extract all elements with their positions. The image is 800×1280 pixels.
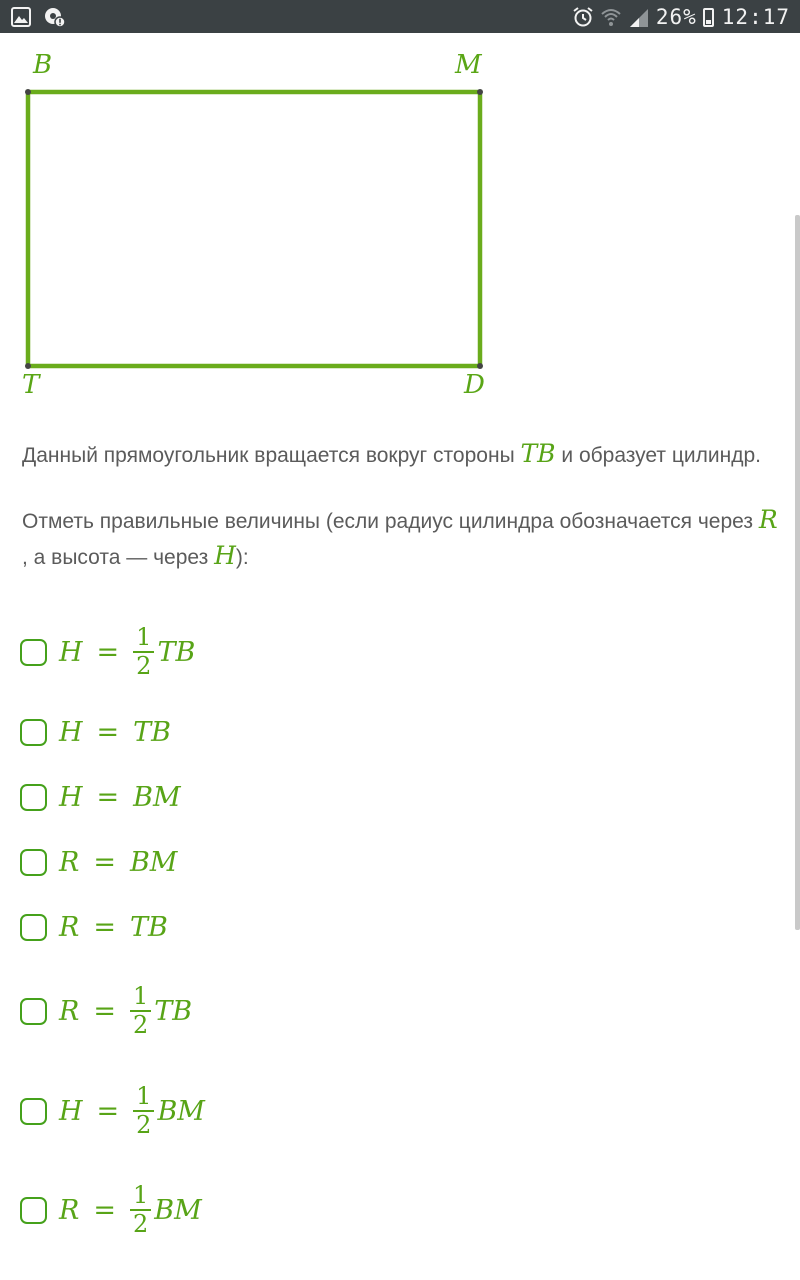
- fraction-numerator: 1: [130, 1182, 151, 1211]
- formula-equals: =: [96, 716, 120, 748]
- vertex-point-d: [477, 363, 483, 369]
- fraction: [133, 624, 154, 680]
- option-formula: [59, 912, 168, 943]
- option-checkbox[interactable]: [20, 719, 47, 746]
- fraction-denominator: 2: [132, 1210, 149, 1238]
- rectangle-shape: [28, 92, 480, 366]
- fraction: [133, 1083, 154, 1139]
- option-formula: [59, 624, 195, 680]
- formula-rhs: BM: [133, 781, 181, 813]
- answer-option-3[interactable]: [20, 777, 181, 817]
- status-bar: [0, 0, 800, 33]
- instruction-text-middle: , а высота — через: [22, 546, 215, 569]
- fraction-numerator: 1: [133, 624, 154, 653]
- formula-lhs: R: [59, 995, 80, 1027]
- formula-equals: =: [96, 781, 120, 813]
- formula-equals: =: [93, 995, 116, 1027]
- formula-rhs: BM: [157, 1095, 205, 1127]
- formula-equals: =: [96, 636, 120, 668]
- vertex-point-m: [477, 89, 483, 95]
- option-checkbox[interactable]: [20, 1197, 47, 1224]
- radius-symbol: R: [758, 505, 778, 534]
- formula-equals: =: [93, 1194, 116, 1226]
- formula-lhs: H: [59, 636, 83, 668]
- option-checkbox[interactable]: [20, 1098, 47, 1125]
- formula-lhs: H: [59, 1095, 83, 1127]
- wifi-icon: [600, 6, 622, 28]
- formula-rhs: BM: [154, 1194, 202, 1226]
- fraction-numerator: 1: [133, 1083, 154, 1112]
- fraction-denominator: 2: [136, 1111, 152, 1139]
- option-formula: [59, 717, 171, 748]
- formula-lhs: H: [59, 716, 83, 748]
- formula-rhs: TB: [129, 911, 168, 943]
- formula-lhs: R: [59, 846, 80, 878]
- formula-equals: =: [93, 846, 116, 878]
- fraction: [130, 983, 151, 1039]
- formula-lhs: H: [59, 781, 83, 813]
- formula-equals: =: [96, 1095, 120, 1127]
- fraction: [130, 1182, 151, 1238]
- vertex-label-t: T: [22, 370, 40, 400]
- option-formula: [59, 1182, 202, 1238]
- clock: 12:17: [721, 5, 790, 29]
- battery-percentage: 26%: [655, 5, 697, 29]
- answer-option-2[interactable]: [20, 712, 171, 752]
- option-checkbox[interactable]: [20, 914, 47, 941]
- vertex-point-b: [25, 89, 31, 95]
- option-formula: [59, 983, 192, 1039]
- scrollbar[interactable]: [795, 215, 800, 930]
- signal-icon: [628, 6, 650, 28]
- answer-option-5[interactable]: [20, 907, 168, 947]
- formula-rhs: BM: [129, 846, 178, 878]
- axis-side-symbol: TB: [520, 439, 556, 468]
- option-checkbox[interactable]: [20, 998, 47, 1025]
- option-checkbox[interactable]: [20, 849, 47, 876]
- vertex-label-d: D: [464, 370, 485, 400]
- gallery-notification-icon: [10, 6, 32, 28]
- formula-rhs: TB: [154, 995, 193, 1027]
- statement-text-after: и образует цилиндр.: [555, 444, 761, 467]
- rectangle-drawing: [0, 40, 520, 410]
- answer-option-7[interactable]: [20, 1082, 205, 1139]
- instruction-text-after: ):: [235, 546, 249, 569]
- statement-text-before: Данный прямоугольник вращается вокруг стороны: [22, 444, 521, 467]
- formula-rhs: TB: [157, 636, 196, 668]
- instruction-text-before: Отметь правильные величины (если радиус цилиндра обозначается через: [22, 510, 759, 533]
- task-instruction: [22, 503, 782, 575]
- battery-icon: [703, 8, 714, 27]
- option-formula: [59, 782, 181, 813]
- formula-lhs: R: [59, 911, 80, 943]
- alarm-icon: [572, 6, 594, 28]
- formula-equals: =: [93, 911, 116, 943]
- vertex-label-m: M: [455, 50, 482, 80]
- answer-option-4[interactable]: [20, 842, 177, 882]
- task-statement: [22, 437, 782, 473]
- formula-rhs: TB: [133, 716, 172, 748]
- option-checkbox[interactable]: [20, 639, 47, 666]
- vertex-label-b: B: [33, 50, 53, 80]
- formula-lhs: R: [59, 1194, 80, 1226]
- option-formula: [59, 847, 177, 878]
- fraction-denominator: 2: [136, 652, 152, 680]
- option-checkbox[interactable]: [20, 784, 47, 811]
- vertex-point-t: [25, 363, 31, 369]
- height-symbol: H: [214, 541, 236, 570]
- answer-option-8[interactable]: [20, 1181, 202, 1238]
- rectangle-figure: [0, 40, 520, 410]
- fraction-numerator: 1: [130, 983, 151, 1012]
- fraction-denominator: 2: [132, 1011, 149, 1039]
- answer-option-1[interactable]: [20, 623, 196, 680]
- answer-option-6[interactable]: [20, 982, 193, 1039]
- app-update-notification-icon: [44, 6, 66, 28]
- option-formula: [59, 1083, 205, 1139]
